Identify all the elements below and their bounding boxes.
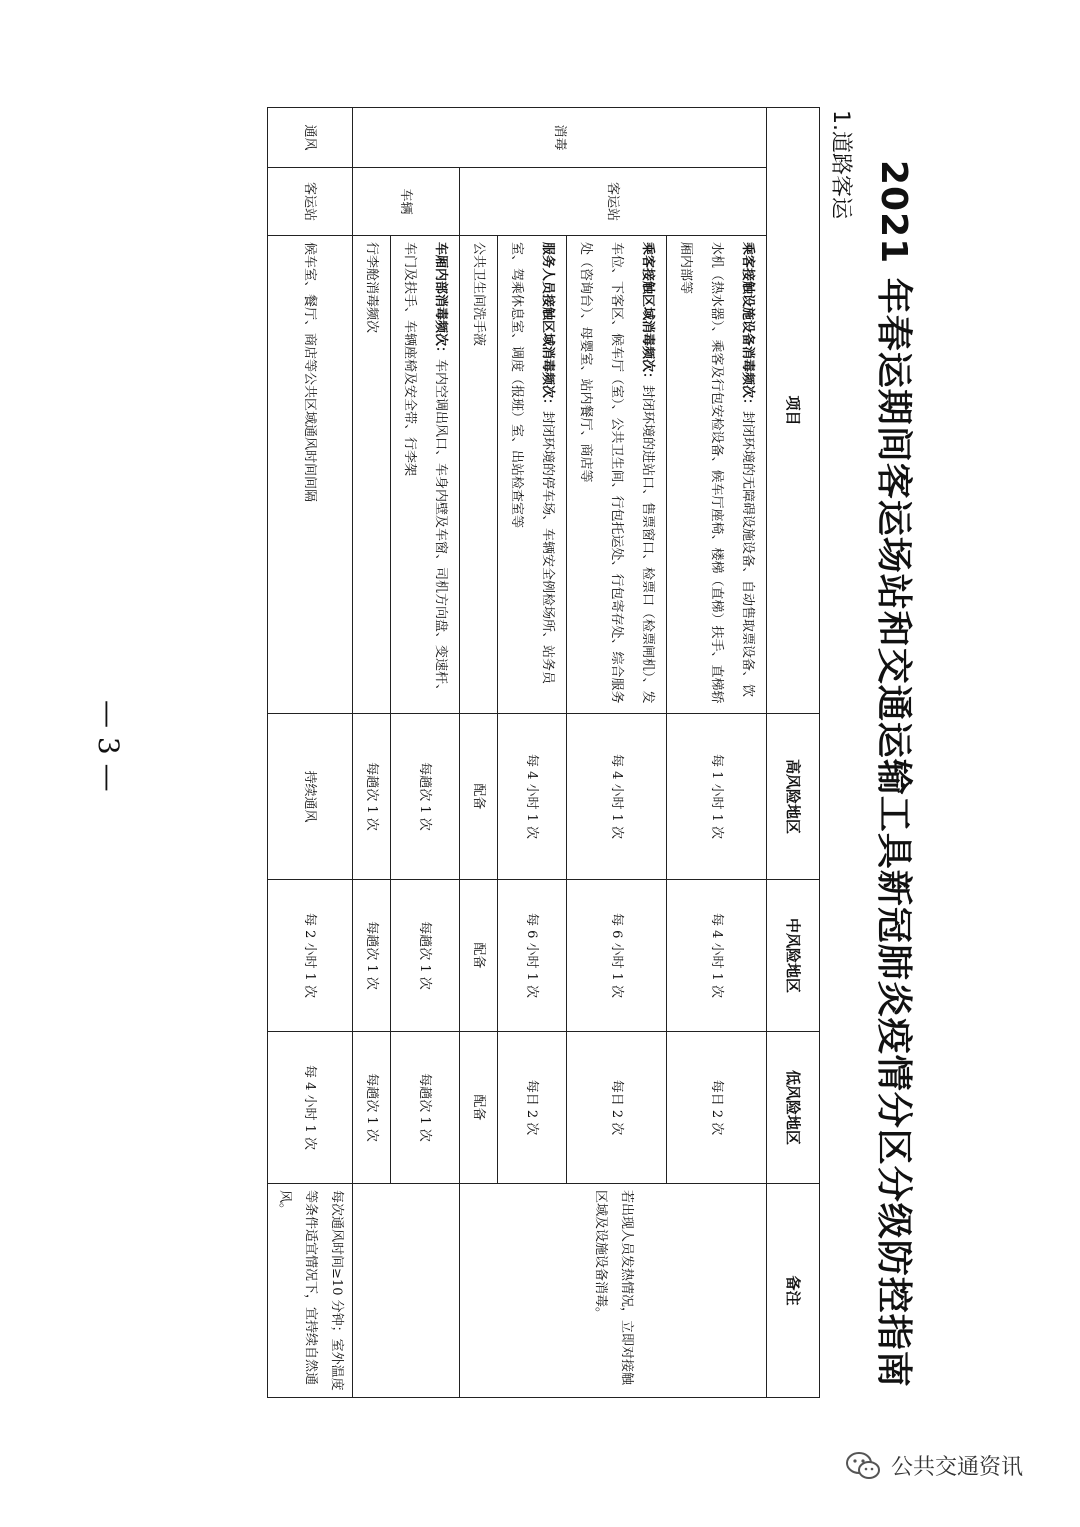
category-disinfection: 消毒 [353, 108, 767, 168]
header-note: 备注 [767, 1184, 820, 1398]
freq-high: 每趟次 1 次 [353, 714, 391, 880]
note-empty [353, 1184, 460, 1398]
header-low-risk: 低风险地区 [767, 1032, 820, 1184]
subcategory-station-vent: 客运站 [268, 168, 353, 236]
item-cell [353, 236, 391, 714]
header-high-risk: 高风险地区 [767, 714, 820, 880]
note-disinfection: 若出现人员发热情况，立即对接触区域及设施设备消毒。 [460, 1184, 767, 1398]
header-medium-risk: 中风险地区 [767, 880, 820, 1032]
header-item: 项目 [767, 108, 820, 714]
freq-low: 每趟次 1 次 [391, 1032, 460, 1184]
freq-low: 每日 2 次 [667, 1032, 767, 1184]
item-cell [391, 236, 460, 714]
item-text: 公共卫生间洗手液 [471, 242, 486, 347]
category-ventilation: 通风 [268, 108, 353, 168]
table-row [268, 108, 353, 1398]
freq-medium: 每 6 小时 1 次 [498, 880, 567, 1032]
freq-high: 持续通风 [268, 714, 353, 880]
freq-high: 配备 [460, 714, 498, 880]
guideline-table [267, 107, 820, 1398]
item-cell [567, 236, 667, 714]
table-header-row [767, 108, 820, 1398]
watermark-text: 公共交通资讯 [891, 1455, 1024, 1480]
freq-medium: 每 4 小时 1 次 [667, 880, 767, 1032]
item-bold: 乘客接触设施设备消毒频次： [740, 242, 755, 412]
subcategory-vehicle: 车辆 [353, 168, 460, 236]
freq-medium: 每趟次 1 次 [391, 880, 460, 1032]
item-bold: 车厢内部消毒频次： [433, 242, 448, 360]
item-cell [460, 236, 498, 714]
subcategory-station: 客运站 [460, 168, 767, 236]
item-cell [268, 236, 353, 714]
item-text: 封闭环境的无障碍设施设备、自动售取票设备、饮水机（热水器）、乘客及行包安检设备、候车厅座椅、楼梯（直梯）扶手、直梯轿厢内部等 [678, 242, 755, 704]
freq-high: 每趟次 1 次 [391, 714, 460, 880]
item-text: 封闭环境的停车场、车辆安全例检场所、站务员室、驾乘休息室、调度（报班）室、出站检查室等 [509, 242, 555, 685]
table-row [391, 108, 460, 1398]
freq-medium: 每 6 小时 1 次 [567, 880, 667, 1032]
document-title: 2021 年春运期间客运场站和交通运输工具新冠肺炎疫情分区分级防控指南 [873, 160, 914, 1388]
note-ventilation: 每次通风时间≥10 分钟；室外温度等条件适宜情况下，宜持续自然通风。 [268, 1184, 353, 1398]
freq-low: 每日 2 次 [498, 1032, 567, 1184]
item-cell [667, 236, 767, 714]
freq-high: 每 4 小时 1 次 [567, 714, 667, 880]
freq-low: 配备 [460, 1032, 498, 1184]
item-text: 候车室、餐厅、商店等公共区域通风时间间隔 [302, 242, 318, 503]
item-bold: 服务人员接触区域消毒频次： [540, 242, 555, 412]
freq-low: 每 4 小时 1 次 [268, 1032, 353, 1184]
item-bold: 乘客接触区域消毒频次： [640, 242, 655, 386]
freq-medium: 每 2 小时 1 次 [268, 880, 353, 1032]
item-cell [498, 236, 567, 714]
freq-high: 每 4 小时 1 次 [498, 714, 567, 880]
page-number: — 3 — [92, 700, 125, 792]
table-row [667, 108, 767, 1398]
freq-high: 每 1 小时 1 次 [667, 714, 767, 880]
freq-medium: 每趟次 1 次 [353, 880, 391, 1032]
freq-low: 每日 2 次 [567, 1032, 667, 1184]
freq-medium: 配备 [460, 880, 498, 1032]
item-text: 封闭环境的进站口、售票窗口、检票口（检票闸机）、发车位、下客区、候车厅（室）、公共卫生间、行包托运处、行包寄存处、综合服务处（咨询台）、母婴室、站内餐厅、商店等 [578, 242, 655, 704]
item-text: 行李舱消毒频次 [364, 242, 379, 334]
section-heading: 1.道路客运 [828, 110, 853, 219]
watermark [845, 1450, 1023, 1481]
item-text: 车内空调出风口、车身内壁及车窗、司机方向盘、变速杆、车门及扶手、车辆座椅及安全带、行李架 [402, 242, 448, 698]
freq-low: 每趟次 1 次 [353, 1032, 391, 1184]
wechat-icon [845, 1451, 881, 1481]
